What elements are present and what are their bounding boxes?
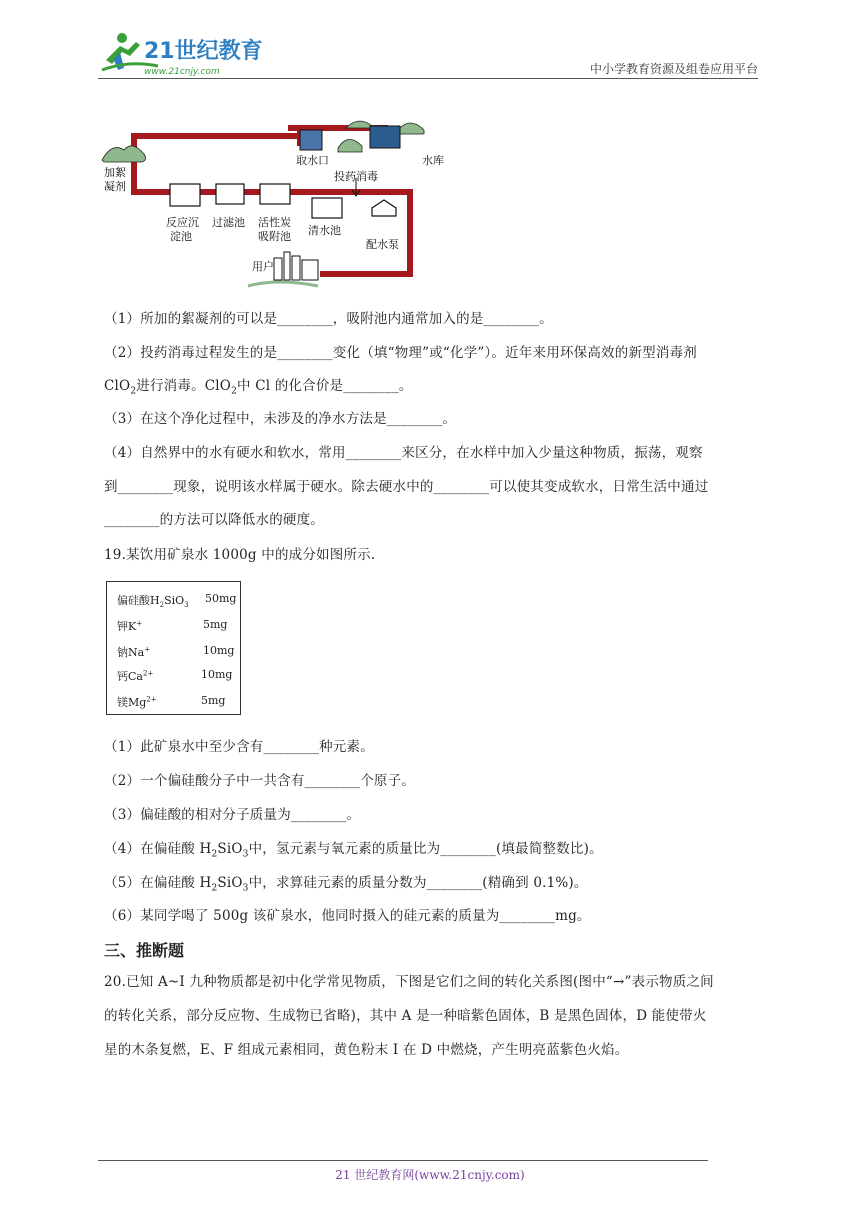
q19-2: （2）一个偏硅酸分子中一共含有________个原子。	[104, 773, 415, 789]
mineral-water-table: 偏硅酸$H_2SiO_3$ 50mg 钾K+ 5mg 钠Na+ 10mg 钙$Ca^{2+}$ 10mg 镁$Mg^{2+}$ 5mg	[106, 581, 241, 715]
q19-1: （1）此矿泉水中至少含有________种元素。	[104, 739, 374, 755]
logo-21cnjy	[98, 30, 268, 78]
intake-box	[300, 130, 322, 150]
q19-5: （5）在偏硅酸 $H_2SiO_3$中，求算硅元素的质量分数为________(精确到 0.1%)。	[104, 875, 588, 894]
label-sed-1: 反应沉	[166, 216, 199, 229]
label-sed-2: 淀池	[170, 230, 192, 243]
q18-4: （4）自然界中的水有硬水和软水，常用________来区分，在水样中加入少量这种物质，振荡，观察	[104, 445, 703, 461]
q18-4b: 到________现象，说明该水样属于硬水。除去硬水中的________可以使其变成软水，日常生活中通过	[104, 479, 709, 495]
q19-stem: 19.某饮用矿泉水 1000g 中的成分如图所示.	[104, 547, 376, 563]
q20-line-3: 星的木条复燃，E、F 组成元素相同，黄色粉末 I 在 D 中燃烧，产生明亮蓝紫色火焰。	[104, 1042, 629, 1058]
label-flocculant-2: 凝剂	[104, 180, 126, 193]
q19-4: （4）在偏硅酸 $H_2SiO_3$中，氢元素与氧元素的质量比为________(填最简整数比)。	[104, 841, 603, 860]
q20-line-1: 20.已知 A~I 九种物质都是初中化学常见物质，下图是它们之间的转化关系图(图中“→”表示物质之间	[104, 974, 714, 990]
user-buildings	[274, 252, 318, 280]
q19-6: （6）某同学喝了 500g 该矿泉水，他同时摄入的硅元素的质量为________mg。	[104, 908, 591, 924]
q18-3: （3）在这个净化过程中，未涉及的净水方法是________。	[104, 411, 457, 427]
svg-text:www.21cnjy.com: www.21cnjy.com	[144, 67, 220, 77]
label-flocculant-1: 加絮	[104, 166, 126, 179]
footer-link[interactable]: 21 世纪教育网(www.21cnjy.com)	[335, 1168, 525, 1182]
reservoir	[370, 126, 400, 148]
q20-line-2: 的转化关系，部分反应物、生成物已省略)，其中 A 是一种暗紫色固体，B 是黑色固体，D 能使带火	[104, 1008, 707, 1024]
q19-3: （3）偏硅酸的相对分子质量为________。	[104, 807, 361, 823]
footer-divider	[98, 1160, 708, 1161]
label-pump: 配水泵	[366, 238, 399, 251]
label-carbon-2: 吸附池	[258, 230, 291, 243]
label-intake: 取水口	[296, 154, 329, 167]
tree-left	[102, 146, 146, 162]
label-user: 用户	[252, 260, 274, 273]
label-clear: 清水池	[308, 224, 341, 237]
svg-text:21世纪教育: 21世纪教育	[144, 39, 263, 64]
label-disinfect: 投药消毒	[334, 170, 378, 183]
page-header	[98, 30, 758, 80]
water-treatment-diagram	[98, 120, 444, 300]
ground-grass	[248, 282, 318, 286]
q18-1: （1）所加的絮凝剂的可以是________，吸附池内通常加入的是________。	[104, 311, 553, 327]
label-carbon-1: 活性炭	[258, 216, 291, 229]
header-divider	[98, 78, 758, 79]
section-title: 三、推断题	[104, 941, 185, 960]
q18-2: （2）投药消毒过程发生的是________变化（填“物理”或“化学”）。近年来用环保高效的新型消毒剂	[104, 345, 697, 361]
q18-2b: ClO$_2$进行消毒。ClO$_2$中 Cl 的化合价是________。	[104, 378, 413, 397]
q18-4c: ________的方法可以降低水的硬度。	[104, 512, 324, 528]
label-reservoir: 水库	[422, 154, 444, 167]
platform-name: 中小学教育资源及组卷应用平台	[589, 62, 758, 76]
label-filter: 过滤池	[212, 216, 245, 229]
